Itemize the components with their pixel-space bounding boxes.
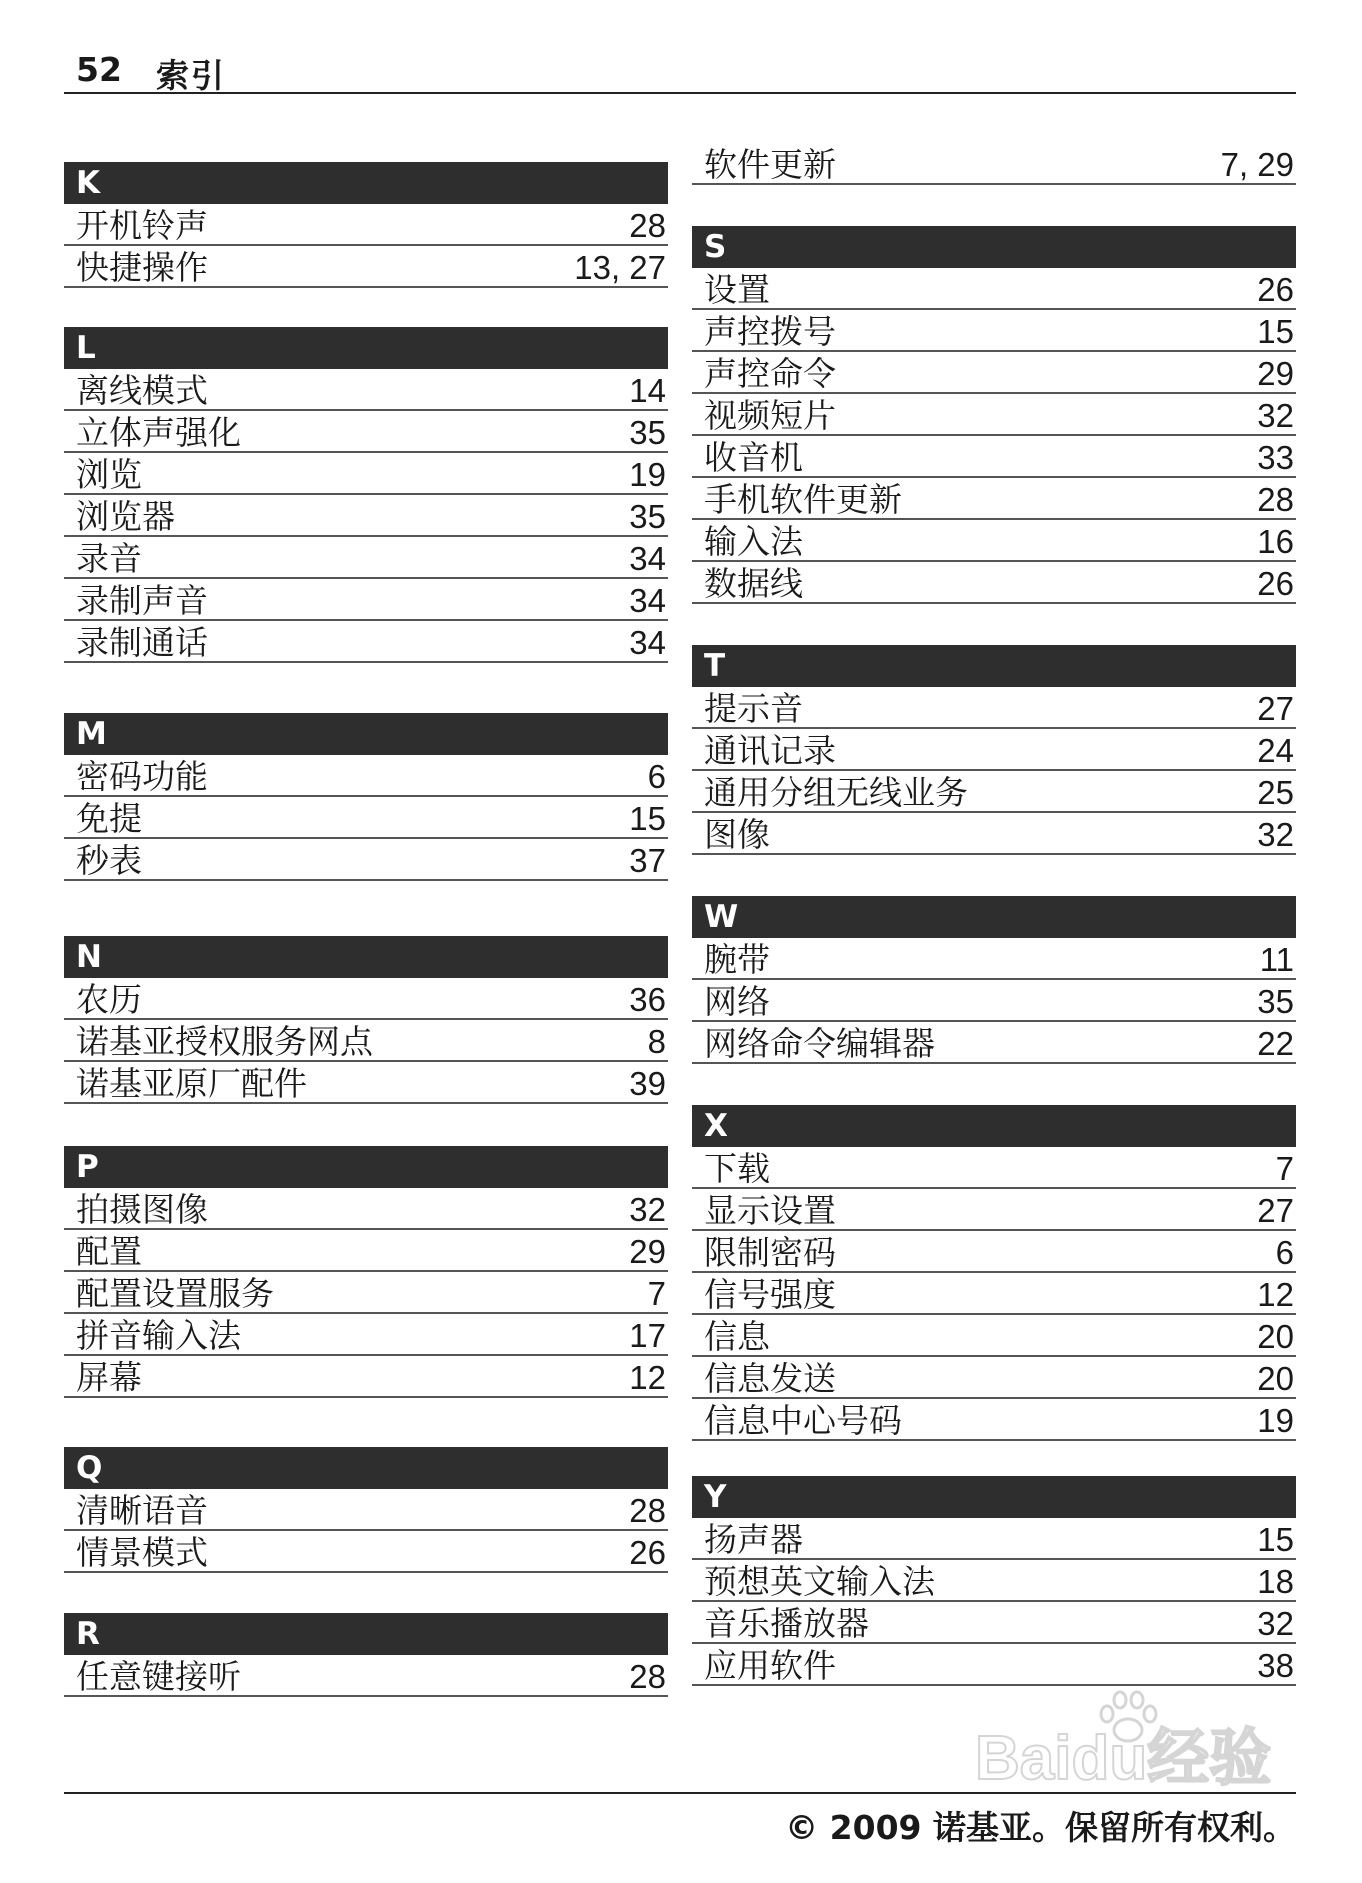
index-entry	[64, 1272, 668, 1314]
section-letter-header: N	[64, 936, 668, 978]
index-entry-pages: 26	[629, 1534, 666, 1571]
index-entry-pages: 38	[1257, 1647, 1294, 1684]
index-entry	[692, 1644, 1296, 1686]
index-entry	[64, 1230, 668, 1272]
index-entry-pages: 15	[1257, 313, 1294, 350]
index-entry	[692, 436, 1296, 478]
index-entry	[692, 1560, 1296, 1602]
index-entry-term: 扬声器	[704, 1520, 803, 1559]
index-section-n	[64, 936, 668, 1104]
index-entry	[692, 1231, 1296, 1273]
index-entry-pages: 8	[647, 1023, 666, 1060]
index-entry-pages: 24	[1257, 732, 1294, 769]
index-entry	[64, 537, 668, 579]
index-entry-pages: 15	[1257, 1521, 1294, 1558]
index-entry-term: 密码功能	[76, 757, 208, 796]
index-entry	[692, 1518, 1296, 1560]
index-entry-term: 配置设置服务	[76, 1274, 274, 1313]
index-entry-term: 下载	[704, 1149, 770, 1188]
index-entry-pages: 35	[1257, 983, 1294, 1020]
index-entry-term: 信息中心号码	[704, 1401, 902, 1440]
index-entry-term: 信息发送	[704, 1359, 836, 1398]
section-letter-header: Y	[692, 1476, 1296, 1518]
index-entry-pages: 12	[1257, 1276, 1294, 1313]
page-number: 52	[76, 50, 122, 89]
index-entry-pages: 7, 29	[1220, 146, 1294, 183]
index-entry-term: 显示设置	[704, 1191, 836, 1230]
index-entry-pages: 39	[629, 1065, 666, 1102]
index-entry	[692, 813, 1296, 855]
index-entry	[64, 369, 668, 411]
index-entry-pages: 19	[1257, 1402, 1294, 1439]
index-entry-term: 应用软件	[704, 1646, 836, 1685]
index-entry-pages: 11	[1259, 941, 1294, 978]
index-entry-pages: 29	[1257, 355, 1294, 392]
index-entry-term: 信息	[704, 1317, 770, 1356]
index-entry-pages: 27	[1257, 1192, 1294, 1229]
index-entry	[692, 771, 1296, 813]
index-entry-pages: 20	[1257, 1360, 1294, 1397]
index-entry-pages: 26	[1257, 565, 1294, 602]
index-entry-term: 信号强度	[704, 1275, 836, 1314]
index-entry	[692, 520, 1296, 562]
index-entry-pages: 7	[647, 1275, 666, 1312]
index-entry-term: 音乐播放器	[704, 1604, 869, 1643]
index-entry-pages: 34	[629, 582, 666, 619]
index-entry	[64, 839, 668, 881]
index-entry	[64, 1188, 668, 1230]
section-letter-header: W	[692, 896, 1296, 938]
index-entry-term: 拼音输入法	[76, 1316, 241, 1355]
index-section-x	[692, 1105, 1296, 1441]
index-section-l	[64, 327, 668, 663]
index-entry-pages: 32	[1257, 397, 1294, 434]
index-entry-term: 图像	[704, 815, 770, 854]
index-section-w	[692, 896, 1296, 1064]
index-entry	[692, 1022, 1296, 1064]
index-entry-term: 清晰语音	[76, 1491, 208, 1530]
section-letter-header: X	[692, 1105, 1296, 1147]
index-entry-term: 免提	[76, 799, 142, 838]
index-entry-pages: 18	[1257, 1563, 1294, 1600]
index-entry	[692, 938, 1296, 980]
index-entry	[64, 1489, 668, 1531]
index-entry	[692, 562, 1296, 604]
index-entry-pages: 26	[1257, 271, 1294, 308]
index-entry	[692, 143, 1296, 185]
index-entry-pages: 17	[629, 1317, 666, 1354]
index-entry-pages: 22	[1257, 1025, 1294, 1062]
index-entry-pages: 36	[629, 981, 666, 1018]
index-entry	[64, 1314, 668, 1356]
index-entry	[64, 1020, 668, 1062]
index-section-k	[64, 162, 668, 288]
index-entry-pages: 6	[647, 758, 666, 795]
index-entry-pages: 32	[1257, 1605, 1294, 1642]
index-section-continued	[692, 143, 1296, 185]
index-entry-term: 浏览器	[76, 497, 175, 536]
section-letter-header: S	[692, 226, 1296, 268]
index-entry-pages: 16	[1257, 523, 1294, 560]
index-entry-term: 限制密码	[704, 1233, 836, 1272]
baidu-watermark	[975, 1690, 1280, 1793]
index-entry-pages: 35	[629, 498, 666, 535]
copyright-notice: © 2009 诺基亚。保留所有权利。	[785, 1808, 1296, 1847]
index-entry-pages: 28	[629, 1492, 666, 1529]
index-entry-pages: 28	[629, 207, 666, 244]
index-entry-pages: 28	[1257, 481, 1294, 518]
index-entry-term: 通用分组无线业务	[704, 773, 968, 812]
index-entry	[692, 478, 1296, 520]
index-entry	[692, 1357, 1296, 1399]
index-entry-pages: 25	[1257, 774, 1294, 811]
section-letter-header: P	[64, 1146, 668, 1188]
index-entry-term: 配置	[76, 1232, 142, 1271]
index-entry	[64, 1655, 668, 1697]
index-entry-pages: 7	[1275, 1150, 1294, 1187]
index-entry-term: 声控命令	[704, 354, 836, 393]
index-entry	[64, 204, 668, 246]
index-entry-term: 收音机	[704, 438, 803, 477]
index-entry-pages: 32	[1257, 816, 1294, 853]
index-entry-term: 设置	[704, 270, 770, 309]
index-entry-term: 开机铃声	[76, 206, 208, 245]
index-entry-term: 软件更新	[704, 145, 836, 184]
index-entry	[64, 797, 668, 839]
index-section-p	[64, 1146, 668, 1398]
index-entry	[692, 1189, 1296, 1231]
index-entry	[64, 978, 668, 1020]
index-entry-pages: 14	[629, 372, 666, 409]
index-entry	[692, 1602, 1296, 1644]
index-entry-term: 声控拨号	[704, 312, 836, 351]
index-entry	[64, 1356, 668, 1398]
index-entry	[692, 310, 1296, 352]
index-entry	[692, 1315, 1296, 1357]
index-entry-term: 录制通话	[76, 623, 208, 662]
index-entry-pages: 29	[629, 1233, 666, 1270]
index-entry-term: 农历	[76, 980, 142, 1019]
index-entry	[64, 579, 668, 621]
watermark-text: Baidu经验	[975, 1724, 1272, 1793]
index-entry	[692, 1147, 1296, 1189]
index-entry-term: 提示音	[704, 689, 803, 728]
index-entry	[64, 621, 668, 663]
index-entry-term: 秒表	[76, 841, 142, 880]
index-entry-pages: 19	[629, 456, 666, 493]
index-entry-term: 视频短片	[704, 396, 836, 435]
index-entry-term: 预想英文输入法	[704, 1562, 935, 1601]
index-section-r	[64, 1613, 668, 1697]
index-section-q	[64, 1447, 668, 1573]
index-entry	[692, 268, 1296, 310]
index-entry-term: 数据线	[704, 564, 803, 603]
index-entry-pages: 28	[629, 1658, 666, 1695]
section-letter-header: R	[64, 1613, 668, 1655]
index-entry-term: 任意键接听	[76, 1657, 241, 1696]
index-entry	[64, 411, 668, 453]
index-entry-term: 手机软件更新	[704, 480, 902, 519]
index-entry-pages: 34	[629, 540, 666, 577]
index-entry	[64, 755, 668, 797]
index-section-m	[64, 713, 668, 881]
index-entry-term: 离线模式	[76, 371, 208, 410]
page-header	[64, 46, 1296, 94]
index-entry-term: 诺基亚原厂配件	[76, 1064, 307, 1103]
index-entry	[64, 453, 668, 495]
index-entry-pages: 34	[629, 624, 666, 661]
section-letter-header: T	[692, 645, 1296, 687]
index-entry-term: 录制声音	[76, 581, 208, 620]
index-entry	[692, 687, 1296, 729]
index-entry-pages: 35	[629, 414, 666, 451]
index-entry-term: 诺基亚授权服务网点	[76, 1022, 373, 1061]
index-entry-term: 网络	[704, 982, 770, 1021]
index-entry	[692, 1399, 1296, 1441]
index-entry-term: 情景模式	[76, 1533, 208, 1572]
index-entry	[64, 1062, 668, 1104]
index-entry-pages: 27	[1257, 690, 1294, 727]
index-entry-pages: 12	[629, 1359, 666, 1396]
index-entry	[692, 1273, 1296, 1315]
index-entry-term: 网络命令编辑器	[704, 1024, 935, 1063]
index-entry-term: 腕带	[704, 940, 770, 979]
index-section-s	[692, 226, 1296, 604]
section-letter-header: K	[64, 162, 668, 204]
index-entry	[692, 980, 1296, 1022]
index-entry-term: 快捷操作	[76, 248, 208, 287]
page-title: 索引	[156, 56, 226, 95]
index-entry-pages: 15	[629, 800, 666, 837]
index-entry-term: 立体声强化	[76, 413, 241, 452]
index-entry	[692, 729, 1296, 771]
section-letter-header: M	[64, 713, 668, 755]
index-entry-term: 录音	[76, 539, 142, 578]
index-entry-term: 浏览	[76, 455, 142, 494]
index-entry	[692, 352, 1296, 394]
index-entry	[64, 495, 668, 537]
index-entry	[692, 394, 1296, 436]
index-entry	[64, 246, 668, 288]
index-section-t	[692, 645, 1296, 855]
index-entry-term: 拍摄图像	[76, 1190, 208, 1229]
index-entry-pages: 20	[1257, 1318, 1294, 1355]
index-entry-pages: 32	[629, 1191, 666, 1228]
index-entry-term: 屏幕	[76, 1358, 142, 1397]
index-entry-term: 通讯记录	[704, 731, 836, 770]
section-letter-header: L	[64, 327, 668, 369]
index-entry-pages: 6	[1275, 1234, 1294, 1271]
index-section-y	[692, 1476, 1296, 1686]
index-entry-pages: 37	[629, 842, 666, 879]
index-entry-term: 输入法	[704, 522, 803, 561]
index-entry-pages: 33	[1257, 439, 1294, 476]
index-entry-pages: 13, 27	[574, 249, 666, 286]
section-letter-header: Q	[64, 1447, 668, 1489]
index-entry	[64, 1531, 668, 1573]
